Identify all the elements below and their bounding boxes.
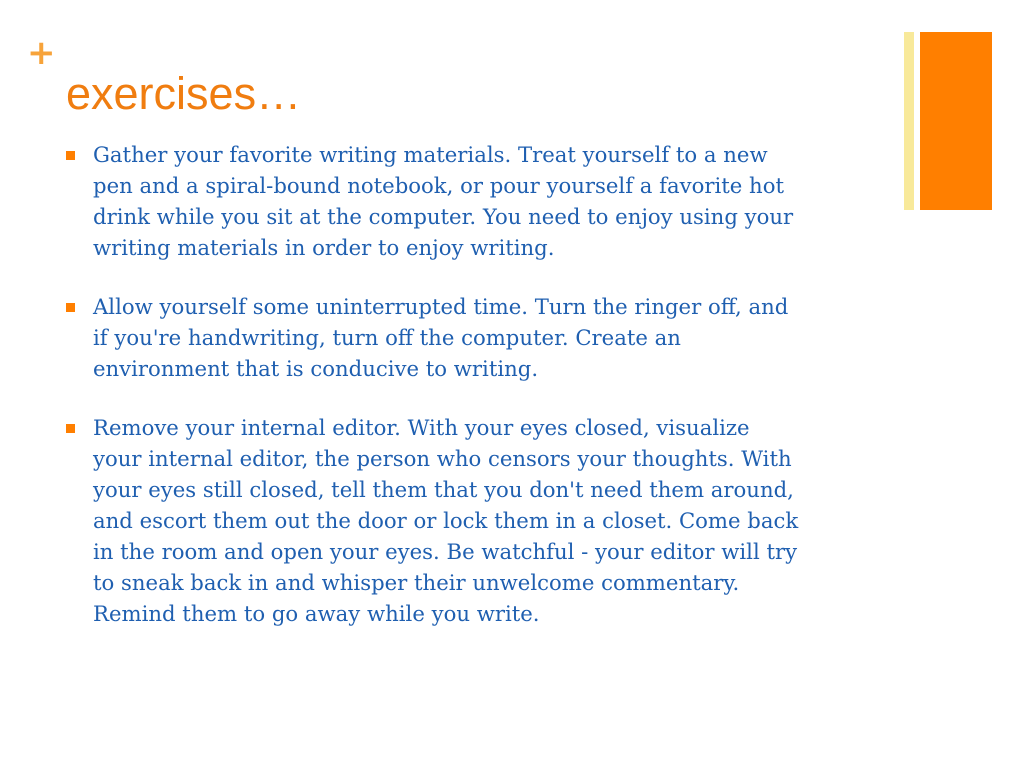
- bullet-text: Allow yourself some uninterrupted time. Turn the ringer off, and if you're handwriting, turn off the computer. Create an environment that is conducive to writing.: [93, 294, 789, 381]
- bullet-item: [66, 139, 956, 263]
- bullet-text: Gather your favorite writing materials. Treat yourself to a new pen and a spiral-bound notebook, or pour yourself a favorite hot drink while you sit at the computer. You need to enjoy using your writing materials in order to enjoy writing.: [93, 142, 794, 260]
- square-bullet-icon: [66, 303, 75, 312]
- bullet-text: Remove your internal editor. With your eyes closed, visualize your internal editor, the person who censors your thoughts. With your eyes still closed, tell them that you don't need them around, and escort them out the door or lock them in a closet. Come back in the room and open your eyes. Be watchful - your editor will try to sneak back in and whisper their unwelcome commentary. Remind them to go away while you write.: [93, 415, 799, 626]
- bullet-item: [66, 412, 956, 629]
- square-bullet-icon: [66, 424, 75, 433]
- bullet-item: [66, 291, 956, 384]
- plus-icon: +: [27, 33, 56, 73]
- slide-title: exercises…: [66, 68, 302, 119]
- square-bullet-icon: [66, 151, 75, 160]
- bullet-list: [66, 139, 956, 657]
